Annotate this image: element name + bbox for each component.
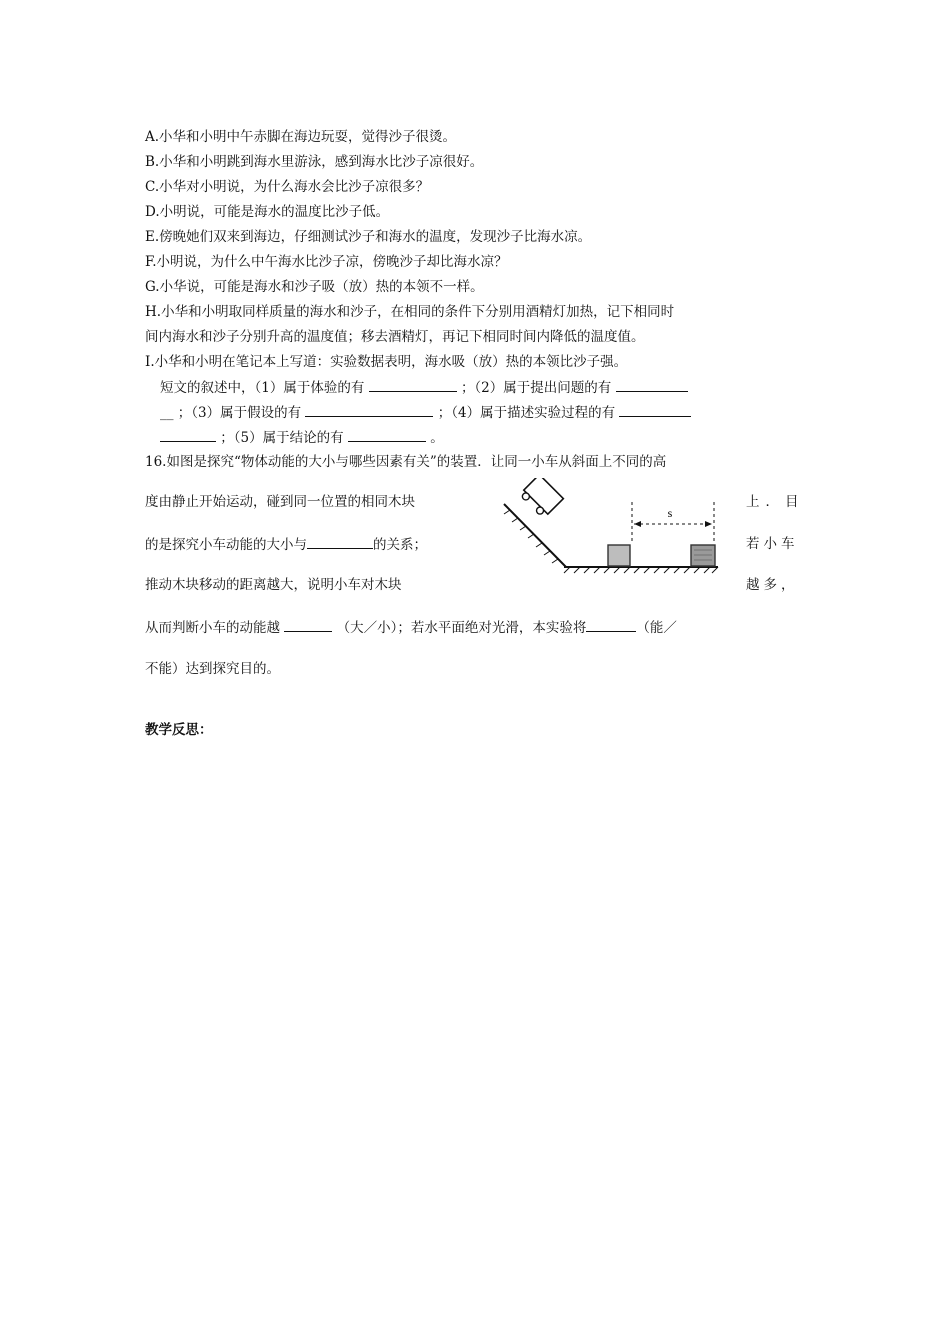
- question-16-line4-right: 越多，: [746, 577, 799, 593]
- distance-label-s: s: [667, 506, 673, 520]
- arrow-head-right: [705, 521, 712, 527]
- reflection-heading: 教学反思：: [145, 722, 213, 738]
- question-16-line3-right: 若小车: [746, 536, 799, 552]
- q15-blank-2-tail[interactable]: __: [160, 405, 174, 421]
- question-16-line5: [145, 618, 677, 637]
- statement-h-line2: 间内海水和沙子分别升高的温度值；移去酒精灯，再记下相同时间内降低的温度值。: [145, 329, 645, 345]
- q15-blank-3[interactable]: [305, 403, 433, 417]
- q15-part2: ；（2）属于提出问题的有: [460, 380, 612, 396]
- question-16-line3: [145, 535, 427, 554]
- statement-a: A.小华和小明中午赤脚在海边玩耍，觉得沙子很烫。: [145, 129, 457, 145]
- q15-blank-1[interactable]: [369, 378, 457, 392]
- q15-blank-4b[interactable]: [160, 428, 216, 442]
- statement-b: B.小华和小明跳到海水里游泳，感到海水比沙子凉很好。: [145, 154, 484, 170]
- q16-line3-mid: 的关系；: [373, 537, 427, 553]
- question-16-line1: 16.如图是探究“物体动能的大小与哪些因素有关”的装置．让同一小车从斜面上不同的高: [145, 454, 667, 470]
- question-15-line3: [160, 428, 444, 447]
- statement-i: I.小华和小明在笔记本上写道：实验数据表明，海水吸（放）热的本领比沙子强。: [145, 354, 628, 370]
- question-16-line2-right: 上．目: [746, 494, 805, 510]
- statement-f: F.小明说，为什么中午海水比沙子凉，傍晚沙子却比海水凉？: [145, 254, 508, 270]
- statement-g: G.小华说，可能是海水和沙子吸（放）热的本领不一样。: [145, 279, 484, 295]
- q15-intro: 短文的叙述中，: [160, 380, 255, 396]
- question-15-line2: [160, 403, 691, 422]
- wood-block-start: [608, 545, 630, 566]
- q16-blank-2[interactable]: [284, 618, 332, 632]
- q16-line5-a: 从而判断小车的动能越: [145, 620, 280, 636]
- wood-block-end: [691, 545, 715, 566]
- question-15-line1: [160, 378, 688, 397]
- q15-blank-2[interactable]: [616, 378, 688, 392]
- q16-line3-left: 的是探究小车动能的大小与: [145, 537, 307, 553]
- arrow-head-left: [634, 521, 641, 527]
- question-16-line6: 不能）达到探究目的。: [145, 661, 280, 677]
- cart: [519, 478, 563, 519]
- statement-h-line1: H.小华和小明取同样质量的海水和沙子，在相同的条件下分别用酒精灯加热，记下相同时: [145, 304, 675, 320]
- incline-surface: [504, 504, 566, 567]
- q16-blank-3[interactable]: [586, 618, 636, 632]
- q15-part1: （1）属于体验的有: [254, 380, 365, 396]
- statement-e: E.傍晚她们双来到海边，仔细测试沙子和海水的温度，发现沙子比海水凉。: [145, 229, 592, 245]
- q15-end: 。: [430, 430, 444, 446]
- question-16-line2-left: 度由静止开始运动，碰到同一位置的相同木块: [145, 494, 415, 510]
- q15-blank-5[interactable]: [348, 428, 426, 442]
- incline-hatching: [504, 510, 558, 563]
- statement-c: C.小华对小明说，为什么海水会比沙子凉很多？: [145, 179, 430, 195]
- statement-d: D.小明说，可能是海水的温度比沙子低。: [145, 204, 390, 220]
- q16-blank-1[interactable]: [307, 535, 373, 549]
- kinetic-energy-apparatus-diagram: [498, 478, 728, 574]
- q15-part5: ；（5）属于结论的有: [220, 430, 344, 446]
- question-16-line4-left: 推动木块移动的距离越大，说明小车对木块: [145, 577, 402, 593]
- q16-line5-c: （能／: [636, 620, 677, 636]
- q15-blank-4a[interactable]: [619, 403, 691, 417]
- q15-part4: ；（4）属于描述实验过程的有: [437, 405, 616, 421]
- q16-line5-b: （大／小）；若水平面绝对光滑，本实验将: [336, 620, 587, 636]
- q15-part3: ；（3）属于假设的有: [177, 405, 302, 421]
